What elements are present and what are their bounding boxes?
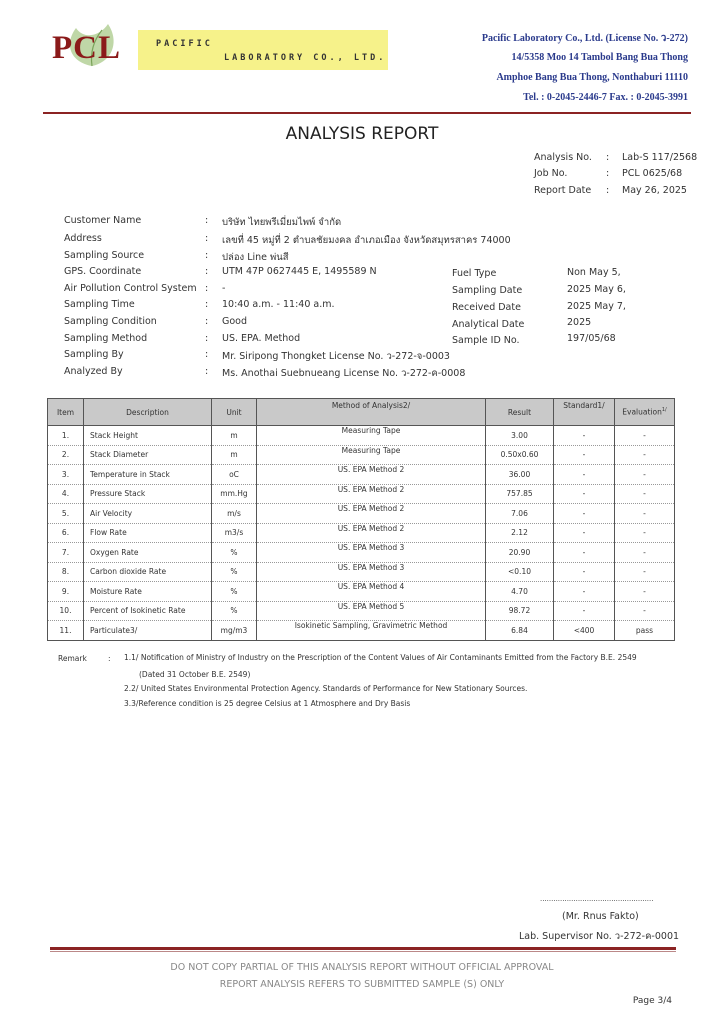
cell-standard: - <box>554 484 615 504</box>
col-header-standard: Standard1/ <box>554 399 615 426</box>
col-header-description: Description <box>84 399 212 426</box>
table-row <box>48 465 675 485</box>
cell-item: 2. <box>48 445 84 465</box>
cell-item: 9. <box>48 582 84 602</box>
cell-standard: - <box>554 445 615 465</box>
sample-label: Sampling Date <box>452 285 523 296</box>
cell-evaluation: - <box>615 465 675 485</box>
info-label: Sampling Source <box>64 250 145 261</box>
cell-method: Measuring Tape <box>257 426 486 446</box>
company-logo: PCL <box>52 30 121 66</box>
cell-description: Pressure Stack <box>84 484 212 504</box>
cell-method: US. EPA Method 3 <box>257 543 486 563</box>
remark-colon: : <box>108 654 111 663</box>
signatory-title: Lab. Supervisor No. ว-272-ค-0001 <box>519 931 680 942</box>
cell-unit: % <box>212 562 257 582</box>
table-row <box>48 484 675 504</box>
cell-description: Stack Diameter <box>84 445 212 465</box>
cell-method: US. EPA Method 3 <box>257 562 486 582</box>
col-header-result: Result <box>486 399 554 426</box>
header-divider <box>43 112 691 114</box>
cell-unit: oC <box>212 465 257 485</box>
cell-result: <0.10 <box>486 562 554 582</box>
info-label: Analyzed By <box>64 366 123 377</box>
info-label: Sampling Time <box>64 299 135 310</box>
evaluation-footnote: 1/ <box>661 407 667 414</box>
sample-label: Received Date <box>452 302 521 313</box>
cell-result: 36.00 <box>486 465 554 485</box>
company-address-1: 14/5358 Moo 14 Tambol Bang Bua Thong <box>511 52 688 63</box>
company-contact: Tel. : 0-2045-2446-7 Fax. : 0-2045-3991 <box>523 92 688 103</box>
sample-label: Fuel Type <box>452 268 497 279</box>
cell-item: 1. <box>48 426 84 446</box>
cell-standard: - <box>554 504 615 524</box>
cell-unit: % <box>212 543 257 563</box>
cell-standard: - <box>554 543 615 563</box>
info-value: เลขที่ 45 หมู่ที่ 2 ตำบลชัยมงคล อำเภอเมือง จังหวัดสมุทรสาคร 74000 <box>222 235 511 246</box>
cell-standard: - <box>554 582 615 602</box>
col-header-unit: Unit <box>212 399 257 426</box>
cell-result: 2.12 <box>486 523 554 543</box>
cell-item: 7. <box>48 543 84 563</box>
sample-value: Non May 5, <box>567 267 621 278</box>
cell-method: US. EPA Method 2 <box>257 504 486 524</box>
meta-label: Analysis No. <box>534 152 592 163</box>
table-row <box>48 621 675 641</box>
signature-line: ................................................... <box>540 895 654 903</box>
cell-unit: m <box>212 426 257 446</box>
info-colon: : <box>205 250 209 261</box>
meta-colon: : <box>606 168 610 179</box>
cell-result: 0.50x0.60 <box>486 445 554 465</box>
company-name: Pacific Laboratory Co., Ltd. (License No. ว-272) <box>481 33 688 44</box>
table-row <box>48 601 675 621</box>
info-colon: : <box>205 283 209 294</box>
cell-evaluation: - <box>615 582 675 602</box>
meta-value: May 26, 2025 <box>622 185 687 196</box>
cell-evaluation: - <box>615 543 675 563</box>
table-header-row <box>48 399 675 426</box>
info-colon: : <box>205 349 209 360</box>
table-row <box>48 582 675 602</box>
meta-colon: : <box>606 152 610 163</box>
info-value: Mr. Siripong Thongket License No. ว-272-จ-0003 <box>222 351 450 362</box>
cell-method: Isokinetic Sampling, Gravimetric Method <box>257 621 486 641</box>
cell-standard: - <box>554 601 615 621</box>
cell-unit: m3/s <box>212 523 257 543</box>
cell-evaluation: - <box>615 484 675 504</box>
footer-notice-1: DO NOT COPY PARTIAL OF THIS ANALYSIS REPORT WITHOUT OFFICIAL APPROVAL <box>170 962 554 973</box>
cell-result: 4.70 <box>486 582 554 602</box>
info-value: ปล่อง Line พ่นสี <box>222 252 289 263</box>
footer-notice-2: REPORT ANALYSIS REFERS TO SUBMITTED SAMPLE (S) ONLY <box>219 979 505 990</box>
cell-standard: - <box>554 523 615 543</box>
info-label: Address <box>64 233 102 244</box>
sample-value: 2025 May 6, <box>567 284 626 295</box>
info-colon: : <box>205 266 209 277</box>
info-label: Sampling Method <box>64 333 148 344</box>
evaluation-label: Evaluation <box>622 407 662 417</box>
company-banner <box>138 30 388 70</box>
table-row <box>48 523 675 543</box>
cell-item: 11. <box>48 621 84 641</box>
table-row <box>48 504 675 524</box>
cell-item: 4. <box>48 484 84 504</box>
info-colon: : <box>205 316 209 327</box>
cell-method: US. EPA Method 2 <box>257 465 486 485</box>
cell-standard: <400 <box>554 621 615 641</box>
footer-divider-thin <box>50 951 676 952</box>
info-colon: : <box>205 333 209 344</box>
cell-item: 8. <box>48 562 84 582</box>
info-colon: : <box>205 299 209 310</box>
meta-value: PCL 0625/68 <box>622 168 683 179</box>
cell-result: 6.84 <box>486 621 554 641</box>
table-row <box>48 426 675 446</box>
cell-description: Air Velocity <box>84 504 212 524</box>
cell-description: Stack Height <box>84 426 212 446</box>
col-header-item: Item <box>48 399 84 426</box>
remark-line: (Dated 31 October B.E. 2549) <box>139 670 251 679</box>
cell-evaluation: - <box>615 601 675 621</box>
cell-description: Flow Rate <box>84 523 212 543</box>
footer-divider <box>50 947 676 950</box>
cell-standard: - <box>554 465 615 485</box>
meta-label: Report Date <box>534 185 592 196</box>
cell-result: 98.72 <box>486 601 554 621</box>
company-address-2: Amphoe Bang Bua Thong, Nonthaburi 11110 <box>496 72 688 83</box>
report-title: ANALYSIS REPORT <box>285 124 439 144</box>
info-label: Sampling Condition <box>64 316 157 327</box>
sample-value: 2025 May 7, <box>567 301 626 312</box>
cell-description: Moisture Rate <box>84 582 212 602</box>
cell-unit: % <box>212 601 257 621</box>
remark-label: Remark <box>58 654 87 663</box>
table-row <box>48 543 675 563</box>
signatory-name: (Mr. Rnus Fakto) <box>562 911 639 922</box>
banner-line-2: LABORATORY CO., LTD. <box>224 53 387 63</box>
cell-item: 10. <box>48 601 84 621</box>
info-value: บริษัท ไทยพรีเมี่ยมไพพ์ จำกัด <box>222 217 342 228</box>
info-label: Air Pollution Control System <box>64 283 197 294</box>
table-row <box>48 562 675 582</box>
cell-standard: - <box>554 562 615 582</box>
cell-unit: m <box>212 445 257 465</box>
cell-result: 757.85 <box>486 484 554 504</box>
cell-item: 6. <box>48 523 84 543</box>
cell-evaluation: - <box>615 504 675 524</box>
cell-method: US. EPA Method 5 <box>257 601 486 621</box>
cell-evaluation: - <box>615 562 675 582</box>
info-value: Ms. Anothai Suebnueang License No. ว-272-ค-0008 <box>222 368 466 379</box>
info-label: Customer Name <box>64 215 142 226</box>
banner-line-1: PACIFIC <box>156 39 213 49</box>
sample-value: 197/05/68 <box>567 333 616 344</box>
info-label: Sampling By <box>64 349 124 360</box>
cell-unit: mm.Hg <box>212 484 257 504</box>
info-value: 10:40 a.m. - 11:40 a.m. <box>222 299 335 310</box>
cell-unit: mg/m3 <box>212 621 257 641</box>
info-label: GPS. Coordinate <box>64 266 142 277</box>
cell-method: Measuring Tape <box>257 445 486 465</box>
cell-description: Particulate3/ <box>84 621 212 641</box>
cell-evaluation: - <box>615 445 675 465</box>
info-value: US. EPA. Method <box>222 333 301 344</box>
info-colon: : <box>205 215 209 226</box>
results-table <box>47 398 675 641</box>
col-header-evaluation <box>615 399 675 426</box>
cell-method: US. EPA Method 2 <box>257 523 486 543</box>
info-value: - <box>222 283 226 294</box>
cell-evaluation: - <box>615 426 675 446</box>
cell-evaluation: - <box>615 523 675 543</box>
remark-line: 3.3/Reference condition is 25 degree Celsius at 1 Atmosphere and Dry Basis <box>124 699 411 708</box>
cell-description: Temperature in Stack <box>84 465 212 485</box>
table-row <box>48 445 675 465</box>
remark-line: 2.2/ United States Environmental Protection Agency. Standards of Performance for New Stationary Sources. <box>124 684 528 693</box>
cell-description: Percent of Isokinetic Rate <box>84 601 212 621</box>
sample-label: Sample ID No. <box>452 335 520 346</box>
cell-standard: - <box>554 426 615 446</box>
sample-label: Analytical Date <box>452 319 525 330</box>
page-number: Page 3/4 <box>632 996 672 1006</box>
cell-method: US. EPA Method 2 <box>257 484 486 504</box>
cell-result: 3.00 <box>486 426 554 446</box>
cell-description: Oxygen Rate <box>84 543 212 563</box>
cell-description: Carbon dioxide Rate <box>84 562 212 582</box>
cell-result: 7.06 <box>486 504 554 524</box>
remark-line: 1.1/ Notification of Ministry of Industry on the Prescription of the Content Values of Air Contaminants Emitted from the Factory B.E. 2549 <box>124 653 637 662</box>
cell-method: US. EPA Method 4 <box>257 582 486 602</box>
cell-result: 20.90 <box>486 543 554 563</box>
cell-unit: m/s <box>212 504 257 524</box>
meta-value: Lab-S 117/2568 <box>622 152 698 163</box>
sample-value: 2025 <box>567 317 592 328</box>
info-colon: : <box>205 233 209 244</box>
info-value: UTM 47P 0627445 E, 1495589 N <box>222 266 377 277</box>
cell-evaluation: pass <box>615 621 675 641</box>
cell-item: 3. <box>48 465 84 485</box>
cell-unit: % <box>212 582 257 602</box>
col-header-method: Method of Analysis2/ <box>257 399 486 426</box>
meta-label: Job No. <box>534 168 568 179</box>
info-colon: : <box>205 366 209 377</box>
info-value: Good <box>222 316 248 327</box>
meta-colon: : <box>606 185 610 196</box>
cell-item: 5. <box>48 504 84 524</box>
